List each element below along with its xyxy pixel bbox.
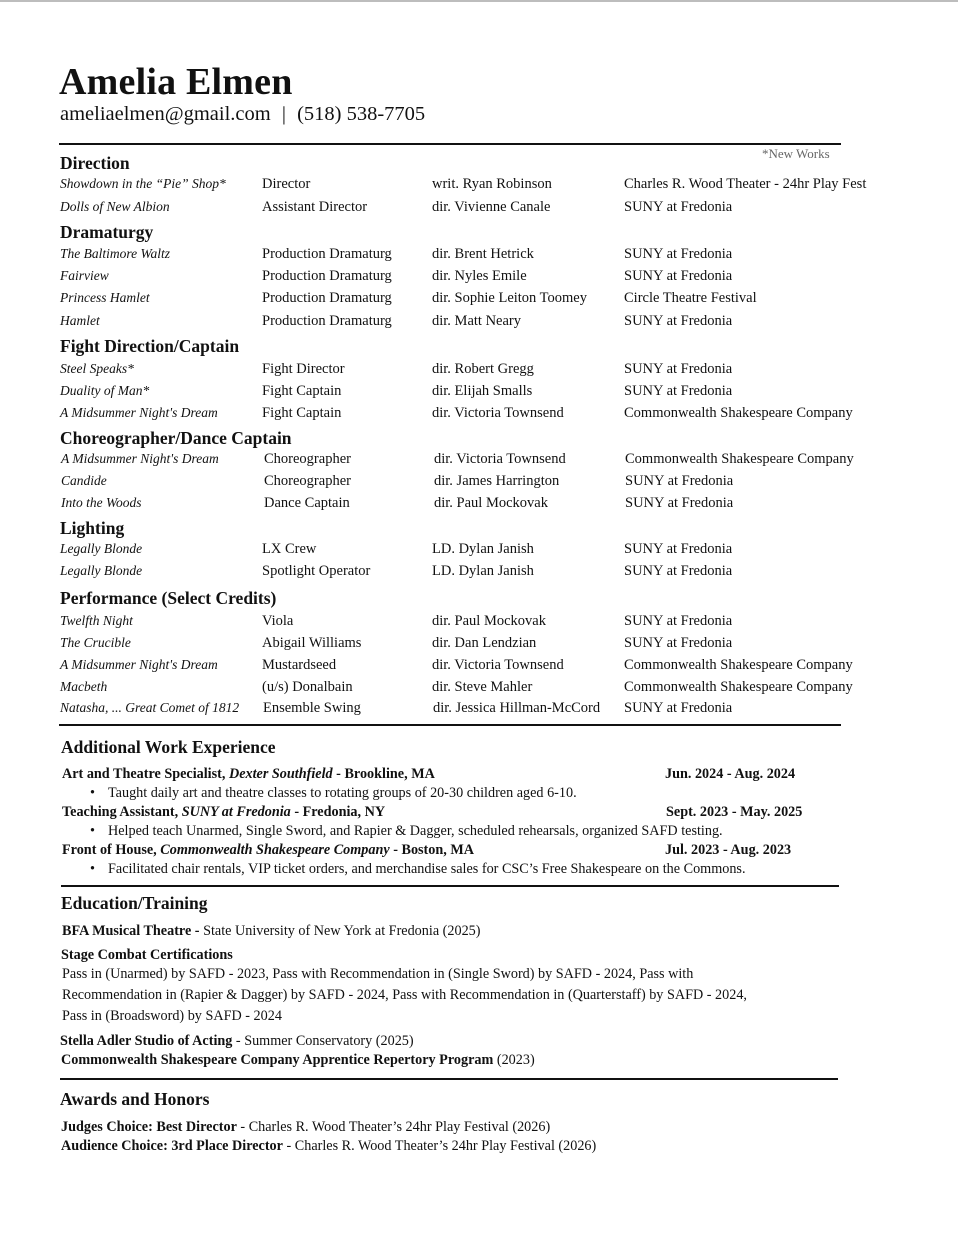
credit-row <box>0 405 958 425</box>
credit-venue: SUNY at Fredonia <box>624 383 733 399</box>
job-line <box>62 766 435 783</box>
credit-venue: SUNY at Fredonia <box>624 541 733 557</box>
credit-role: Abigail Williams <box>262 635 362 651</box>
credit-role: Fight Captain <box>262 405 342 421</box>
credit-row <box>0 268 958 288</box>
credit-title: Duality of Man* <box>60 383 150 398</box>
resume-name: Amelia Elmen <box>59 61 293 103</box>
credit-title: A Midsummer Night's Dream <box>60 657 218 672</box>
credit-role: Spotlight Operator <box>262 563 371 579</box>
credit-title: Princess Hamlet <box>60 290 150 305</box>
credit-director: dir. Steve Mahler <box>432 679 533 695</box>
credit-row <box>0 176 958 196</box>
job-place: - Brookline, MA <box>336 766 435 782</box>
credit-director: dir. James Harrington <box>434 473 560 489</box>
credit-row <box>0 313 958 333</box>
credit-row <box>0 361 958 381</box>
section-heading-dramaturgy: Dramaturgy <box>60 222 154 242</box>
stella-text: - Summer Conservatory (2025) <box>235 1033 414 1049</box>
credit-venue: SUNY at Fredonia <box>624 361 733 377</box>
credit-director: dir. Victoria Townsend <box>432 657 564 673</box>
credit-role: Ensemble Swing <box>263 700 361 716</box>
credit-venue: SUNY at Fredonia <box>624 268 733 284</box>
credit-director: dir. Robert Gregg <box>432 361 534 377</box>
email: ameliaelmen@gmail.com <box>60 103 271 125</box>
contact-separator: | <box>281 103 286 125</box>
csc-label: Commonwealth Shakespeare Company Apprentice Repertory Program <box>61 1052 494 1068</box>
section-heading-education: Education/Training <box>61 893 208 913</box>
job-dates: Sept. 2023 - May. 2025 <box>666 804 803 820</box>
phone: (518) 538-7705 <box>297 103 426 125</box>
job-place: - Boston, MA <box>393 842 474 858</box>
credit-venue: Circle Theatre Festival <box>624 290 757 306</box>
section-divider <box>60 1078 838 1080</box>
credit-row <box>0 473 958 493</box>
award-label: Audience Choice: 3rd Place Director <box>61 1138 283 1154</box>
credit-venue: SUNY at Fredonia <box>624 700 733 716</box>
section-heading-performance: Performance (Select Credits) <box>60 588 277 608</box>
credit-row <box>0 613 958 633</box>
credit-title: Dolls of New Albion <box>60 199 170 214</box>
job-line <box>62 804 385 821</box>
job-role: Front of House, <box>62 842 157 858</box>
section-heading-fight: Fight Direction/Captain <box>60 336 240 356</box>
credit-director: dir. Nyles Emile <box>432 268 527 284</box>
credit-title: Legally Blonde <box>60 563 143 578</box>
credit-director: dir. Dan Lendzian <box>432 635 537 651</box>
credit-venue: SUNY at Fredonia <box>624 246 733 262</box>
job-dates: Jun. 2024 - Aug. 2024 <box>665 766 796 782</box>
credit-director: writ. Ryan Robinson <box>432 176 552 192</box>
contact-line <box>60 103 425 126</box>
credit-venue: Commonwealth Shakespeare Company <box>624 405 853 421</box>
credit-director: dir. Jessica Hillman-McCord <box>433 700 601 716</box>
credit-venue: SUNY at Fredonia <box>625 473 734 489</box>
credit-director: dir. Victoria Townsend <box>432 405 564 421</box>
job-role: Teaching Assistant, <box>62 804 179 820</box>
credit-row <box>0 635 958 655</box>
credit-title: Showdown in the “Pie” Shop* <box>60 176 226 191</box>
credit-title: Into the Woods <box>61 495 142 510</box>
section-heading-awards: Awards and Honors <box>60 1089 210 1109</box>
credit-role: Dance Captain <box>264 495 350 511</box>
credit-role: Mustardseed <box>262 657 337 673</box>
credit-role: Choreographer <box>264 451 351 467</box>
credit-title: Twelfth Night <box>60 613 133 628</box>
credit-title: Legally Blonde <box>60 541 143 556</box>
credit-director: dir. Paul Mockovak <box>432 613 546 629</box>
credit-row <box>0 246 958 266</box>
combat-line: Recommendation in (Rapier & Dagger) by SAFD - 2024, Pass with Recommendation in (Quarterstaff) by SAFD - 2024, <box>62 987 747 1003</box>
credit-venue: Commonwealth Shakespeare Company <box>624 679 853 695</box>
credit-title: Candide <box>61 473 107 488</box>
credit-venue: Charles R. Wood Theater - 24hr Play Fest <box>624 176 867 192</box>
job-bullet-text: Helped teach Unarmed, Single Sword, and Rapier & Dagger, scheduled rehearsals, organized SAFD testing. <box>108 823 723 839</box>
credit-row <box>0 679 958 699</box>
credit-role: Assistant Director <box>262 199 368 215</box>
credit-title: Natasha, ... Great Comet of 1812 <box>60 700 240 715</box>
credit-role: LX Crew <box>262 541 317 557</box>
job-org: Dexter Southfield <box>228 766 333 782</box>
credit-director: dir. Victoria Townsend <box>434 451 566 467</box>
credit-title: Macbeth <box>60 679 108 694</box>
credit-venue: SUNY at Fredonia <box>624 563 733 579</box>
combat-label: Stage Combat Certifications <box>61 947 233 963</box>
award-text: - Charles R. Wood Theater’s 24hr Play Festival (2026) <box>286 1138 597 1154</box>
job-place: - Fredonia, NY <box>294 804 386 820</box>
combat-line: Pass in (Broadsword) by SAFD - 2024 <box>62 1008 282 1024</box>
credit-role: Production Dramaturg <box>262 290 392 306</box>
credit-venue: SUNY at Fredonia <box>624 199 733 215</box>
credit-director: LD. Dylan Janish <box>432 541 534 557</box>
credit-director: LD. Dylan Janish <box>432 563 534 579</box>
credit-title: The Crucible <box>60 635 131 650</box>
section-heading-work: Additional Work Experience <box>61 737 276 757</box>
award-line <box>61 1119 550 1136</box>
job-line <box>62 842 474 859</box>
stella-label: Stella Adler Studio of Acting <box>60 1033 233 1049</box>
csc-line <box>61 1052 535 1069</box>
credit-row <box>0 541 958 561</box>
credit-title: A Midsummer Night's Dream <box>60 405 218 420</box>
credit-row <box>0 700 958 720</box>
credit-row <box>0 290 958 310</box>
credit-title: The Baltimore Waltz <box>60 246 171 261</box>
section-heading-direction: Direction <box>60 153 130 173</box>
credit-role: Fight Director <box>262 361 345 377</box>
credit-title: Fairview <box>60 268 109 283</box>
credit-role: Director <box>262 176 311 192</box>
credit-role: Fight Captain <box>262 383 342 399</box>
credit-director: dir. Vivienne Canale <box>432 199 551 215</box>
degree-line <box>62 923 480 940</box>
credit-role: Choreographer <box>264 473 351 489</box>
credit-director: dir. Sophie Leiton Toomey <box>432 290 587 306</box>
credit-role: Production Dramaturg <box>262 246 392 262</box>
credit-row <box>0 199 958 219</box>
stella-line <box>60 1033 414 1050</box>
degree-label: BFA Musical Theatre - <box>62 923 200 939</box>
credit-row <box>0 495 958 515</box>
credit-role: Production Dramaturg <box>262 268 392 284</box>
credit-director: dir. Elijah Smalls <box>432 383 533 399</box>
credit-venue: Commonwealth Shakespeare Company <box>624 657 853 673</box>
credit-venue: SUNY at Fredonia <box>624 635 733 651</box>
award-text: - Charles R. Wood Theater’s 24hr Play Festival (2026) <box>240 1119 551 1135</box>
credit-director: dir. Paul Mockovak <box>434 495 548 511</box>
credit-director: dir. Matt Neary <box>432 313 521 329</box>
job-role: Art and Theatre Specialist, <box>62 766 226 782</box>
award-label: Judges Choice: Best Director <box>61 1119 237 1135</box>
section-divider <box>61 885 839 887</box>
credit-row <box>0 657 958 677</box>
credit-row <box>0 383 958 403</box>
new-works-note: *New Works <box>762 146 830 161</box>
credit-venue: SUNY at Fredonia <box>625 495 734 511</box>
credit-row <box>0 563 958 583</box>
section-heading-choreography: Choreographer/Dance Captain <box>60 428 292 448</box>
credit-venue: SUNY at Fredonia <box>624 313 733 329</box>
csc-text: (2023) <box>496 1052 535 1068</box>
credit-director: dir. Brent Hetrick <box>432 246 534 262</box>
job-bullet-text: Taught daily art and theatre classes to rotating groups of 20-30 children aged 6-10. <box>108 785 577 801</box>
job-bullet-text: Facilitated chair rentals, VIP ticket orders, and merchandise sales for CSC’s Free Shakespeare on the Commons. <box>108 861 746 877</box>
credit-row <box>0 451 958 471</box>
section-divider <box>59 724 841 726</box>
credit-role: Production Dramaturg <box>262 313 392 329</box>
combat-certifications <box>62 964 822 1027</box>
combat-line: Pass in (Unarmed) by SAFD - 2023, Pass with Recommendation in (Single Sword) by SAFD - 2024, Pass with <box>62 966 694 982</box>
credit-role: Viola <box>262 613 294 629</box>
award-line <box>61 1138 596 1155</box>
credit-venue: SUNY at Fredonia <box>624 613 733 629</box>
credit-venue: Commonwealth Shakespeare Company <box>625 451 854 467</box>
credit-title: Hamlet <box>60 313 100 328</box>
credit-title: A Midsummer Night's Dream <box>61 451 219 466</box>
job-org: SUNY at Fredonia <box>181 804 291 820</box>
section-heading-lighting: Lighting <box>60 518 125 538</box>
degree-text: State University of New York at Fredonia (2025) <box>203 923 481 939</box>
header-divider <box>59 143 841 145</box>
job-dates: Jul. 2023 - Aug. 2023 <box>665 842 792 858</box>
credit-title: Steel Speaks* <box>60 361 134 376</box>
job-org: Commonwealth Shakespeare Company <box>160 842 390 858</box>
credit-role: (u/s) Donalbain <box>262 679 353 695</box>
